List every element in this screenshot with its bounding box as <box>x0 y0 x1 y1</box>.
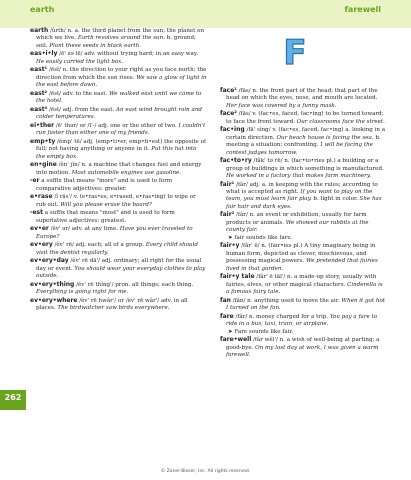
definition: /făk' tə rē/ n. (fac•to•ries pl.) a building or a group of buildings in which something is manufactured. <box>226 158 384 172</box>
dictionary-entry <box>220 242 386 273</box>
dictionary-entry <box>220 313 386 329</box>
headword: en•gine <box>30 161 57 169</box>
headword: east³ <box>30 105 48 113</box>
page-number: 262 <box>4 393 22 402</box>
example-sentence: We showed our rabbits at the county fair. <box>226 219 369 234</box>
definition: /fâr/ n. money charged for a trip. <box>233 313 330 320</box>
example-sentence: Everything is going right for me. <box>36 289 129 296</box>
headword: fair•y <box>220 242 240 250</box>
headword: fan <box>220 296 231 304</box>
dictionary-entry <box>220 110 386 126</box>
definition: /ĕv' rē hwâr'/ or /ĕv' rē wâr'/ adv. in all places. <box>36 297 188 312</box>
definition: a suffix that means "most" and is used to form superlative adjectives: greatest. <box>36 210 175 224</box>
definition: /ĕv' rē thĭng'/ pron. all things; each thing. <box>74 281 194 288</box>
headword: face² <box>220 110 237 118</box>
definition: b. light in color. <box>311 196 360 203</box>
definition: /ĕv' ər/ adv. at any time. <box>48 226 120 233</box>
definition: /fâr/ n. an event or exhibition, usually for farm products or animals. <box>226 212 367 226</box>
definition: /ĕmp' tē/ adj. (emp•ti•er, emp•ti•est) the opposite of full; not having anything or anyone in it. <box>36 138 206 153</box>
definition: /ĕv' rē dā'/ adj. ordinary; all right for the usual day or event. <box>36 258 202 272</box>
dictionary-entry <box>220 181 386 212</box>
headword: e•rase <box>30 193 53 201</box>
headword: -est <box>30 209 43 217</box>
dictionary-entry <box>30 209 207 225</box>
definition: /fâr' ē/ n. (fair•ies pl.) A tiny imaginary being in human form, depicted as clever, mischievous, and possessing magical powers. <box>226 243 376 265</box>
headword: ev•ery <box>30 241 53 249</box>
definition: /fâr wĕl'/ n. a wish of well-being at parting; a good-bye. <box>226 337 380 351</box>
example-sentence: Will you please erase the board? <box>60 201 152 208</box>
dictionary-entry <box>30 177 207 193</box>
dictionary-entry <box>30 122 207 138</box>
definition: /ûrth/ n. a. the third planet from the sun; the planet on which we live. <box>36 28 205 42</box>
right-guide-word: farewell <box>344 5 381 14</box>
definition: b. meeting a situation; confronting. <box>226 134 381 149</box>
example-sentence: If you want to play on the team, you must learn fair play. <box>226 189 373 203</box>
definition: /fās/ v. (fac•es, faced, fac•ing) to be turned toward; to face the front toward. <box>226 111 384 125</box>
definition: /ēst/ n. the direction to your right as you face north; the direction from which the sun rises. <box>36 67 207 81</box>
dictionary-entry <box>220 126 386 157</box>
section-letter: F <box>283 33 307 73</box>
headword: east² <box>30 89 48 97</box>
example-sentence: Have you ever traveled to Europe? <box>36 226 193 240</box>
dictionary-entry <box>220 211 386 234</box>
left-guide-word: earth <box>30 5 55 14</box>
definition: /ēst/ adj. from the east. <box>47 106 117 113</box>
example-sentence: Cinderella is a famous fairy tale. <box>226 281 383 296</box>
example-sentence: You should wear your everyday clothes to play outside. <box>36 265 206 280</box>
example-sentence: I couldn't run faster than either one of my friends. <box>36 122 206 137</box>
definition: /ĭ rās'/ v. (e•ras•es, e•rased, e•ras•ing) to wipe or rub out. <box>36 194 196 208</box>
example-sentence: We walked east until we came to the hotel. <box>36 90 202 105</box>
example-sentence: We saw a glow of light in the east before dawn. <box>36 74 207 89</box>
dictionary-entry <box>30 257 207 280</box>
definition: /ē' thər/ or /ī'-/ adj. one or the other of two. <box>54 122 179 129</box>
dictionary-entry <box>30 281 207 297</box>
example-sentence: He worked in a factory that makes farm machinery. <box>226 173 371 180</box>
definition: /făn/ n. anything used to move the air. <box>230 297 342 304</box>
example-sentence: On my last day at work, I was given a warm farewell. <box>226 344 379 359</box>
headword: emp•ty <box>30 137 56 145</box>
headword: fare•well <box>220 336 252 344</box>
dictionary-entry <box>30 193 207 209</box>
headword: ev•ery•day <box>30 257 69 265</box>
headword: fare <box>220 312 234 320</box>
headword: fair² <box>220 211 235 219</box>
definition: /ēst/ adv. to the east. <box>47 90 110 97</box>
example-sentence: When it got hot I turned on the fan. <box>226 297 386 312</box>
dictionary-entry <box>30 106 207 122</box>
example-sentence: Our classrooms face the street. <box>296 118 385 125</box>
definition: /ĕv' rē/ adj. each; all of a group. <box>52 242 146 249</box>
dictionary-entry <box>30 50 207 66</box>
definition: /fâr/ adj. a. in keeping with the rules; according to what is accepted as right. <box>226 181 378 196</box>
headword: east¹ <box>30 66 48 74</box>
dictionary-entry <box>30 225 207 241</box>
definition: a suffix that means "more" and is used to form comparative adjectives: greater. <box>36 178 173 192</box>
example-sentence: He easily carried the light box. <box>36 58 124 65</box>
dictionary-entry <box>220 336 386 359</box>
example-sentence: The birdwatcher saw birds everywhere. <box>57 305 170 312</box>
dictionary-entry <box>220 87 386 110</box>
dictionary-entry <box>220 297 386 313</box>
example-sentence: An east wind brought rain and colder temperatures. <box>36 106 202 121</box>
example-sentence: Put this hat into the empty box. <box>36 146 197 160</box>
right-column <box>220 87 386 360</box>
example-sentence: Her face was covered by a funny mask. <box>226 102 337 109</box>
dictionary-entry <box>30 161 207 177</box>
headword: ev•ery•thing <box>30 280 75 288</box>
definition: /fās/ n. the front part of the head; that part of the head on which the eyes, nose, and mouth are located. <box>226 88 378 102</box>
headword: ev•ery•where <box>30 296 78 304</box>
copyright-footer: © Zaner-Bloser, Inc. All rights reserved. <box>160 469 251 474</box>
definition: /fâr' ē tāl'/ n. a made-up story, usually with fairies, elves, or other magical characters. <box>226 274 377 288</box>
headword: face¹ <box>220 87 237 94</box>
headword: fac•to•ry <box>220 157 252 165</box>
homophone-note: ➤ fair sounds like fare. <box>228 234 293 241</box>
definition: /ĕn' jĭn/ n. a machine that changes fuel and energy into motion. <box>36 162 202 176</box>
definition: b. ground; soil. <box>36 35 196 49</box>
dictionary-entry <box>30 241 207 257</box>
dictionary-entry <box>30 297 207 313</box>
headword: eas•i•ly <box>30 50 58 58</box>
dictionary-entry <box>220 157 386 180</box>
headword: fair¹ <box>220 180 235 188</box>
homophone-note: ➤ Fare sounds like fair. <box>228 328 294 335</box>
example-sentence: Earth revolves around the sun. <box>77 35 165 42</box>
headword: fair•y tale <box>220 273 255 281</box>
dictionary-entry <box>30 138 207 161</box>
example-sentence: Plant these seeds in black earth. <box>49 42 141 49</box>
headword: earth <box>30 27 49 34</box>
headword: -er <box>30 177 40 185</box>
example-sentence: Most automobile engines use gasoline. <box>71 169 182 176</box>
definition: /fā' sĭng/ v. (fac•es, faced, fac•ing) a. looking in a certain direction. <box>226 127 386 141</box>
definition: /ē' zə lē/ adv. without trying hard; in an easy way. <box>57 51 199 58</box>
example-sentence: I will be facing the contest judges tomorrow. <box>226 142 373 156</box>
left-column <box>30 27 207 313</box>
dictionary-entry <box>220 273 386 296</box>
example-sentence: Our beach house is facing the sea. <box>276 134 374 141</box>
section-letter-badge <box>280 34 310 72</box>
dictionary-entry <box>30 90 207 106</box>
example-sentence: You pay a fare to ride in a bus, taxi, train, or airplane. <box>226 313 378 328</box>
dictionary-entry <box>30 66 207 89</box>
example-sentence: We pretended that fairies lived in that garden. <box>226 258 378 272</box>
example-sentence: She has fair hair and dark eyes. <box>226 196 382 210</box>
example-sentence: Every child should visit the dentist regularly. <box>36 242 198 256</box>
headword: ei•ther <box>30 121 55 129</box>
headword: ev•er <box>30 225 49 233</box>
headword: fac•ing <box>220 126 245 134</box>
dictionary-entry <box>30 27 207 50</box>
